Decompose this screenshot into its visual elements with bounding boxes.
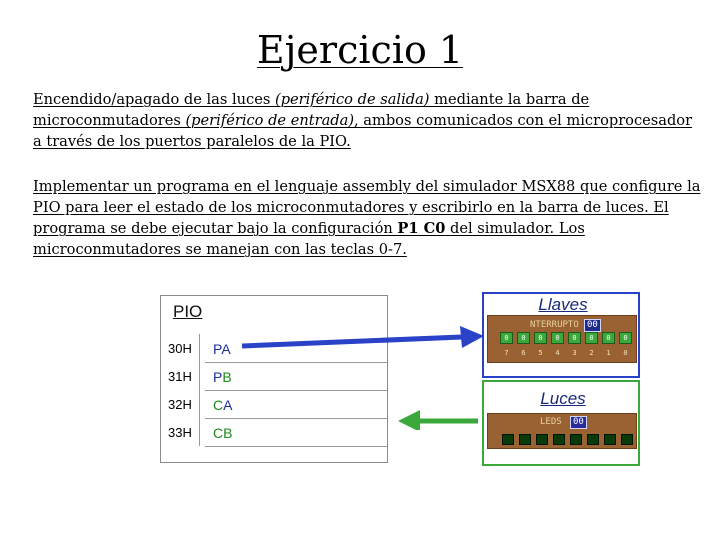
lights-panel [482,380,640,466]
data-flow-arrows [240,320,490,430]
lights-label: Luces [540,389,586,408]
switches-panel [482,292,640,378]
switch-number: 0 [623,349,628,357]
led-light [536,434,548,445]
switch-number: 4 [555,349,560,357]
output-arrow [398,410,478,430]
input-peripheral-note: (periférico de entrada) [185,112,355,129]
register-name: CB [213,425,233,441]
switch-bar-tag: NTERRUPTO [530,320,579,330]
switch-bar [487,315,637,363]
led-bar-tag: LEDS [540,417,562,427]
led-value-display: 00 [570,416,587,429]
register-name: PA [213,341,231,357]
register-address: 30H [168,341,192,356]
switch-toggle[interactable]: 0 [500,332,513,344]
description-paragraph: Encendido/apagado de las luces (periférico de salida) mediante la barra de microconmutadores (periférico de entrada), ambos comunicados con el microprocesador a través de los puertos paralelos de la PIO. [33,91,693,150]
register-address: 31H [168,369,192,384]
register-name: CA [213,397,233,413]
led-light [502,434,514,445]
switch-toggle[interactable]: 0 [602,332,615,344]
pio-title: PIO [173,302,203,321]
switch-number: 3 [572,349,577,357]
slide-title: Ejercicio 1 [256,28,464,72]
register-name: PB [213,369,232,385]
led-light [570,434,582,445]
led-light [587,434,599,445]
output-peripheral-note: (periférico de salida) [275,91,430,108]
switch-number: 1 [606,349,611,357]
input-arrow [242,326,484,348]
switch-toggle[interactable]: 0 [619,332,632,344]
register-address: 32H [168,397,192,412]
register-address: 33H [168,425,192,440]
switch-toggle[interactable]: 0 [534,332,547,344]
led-light [604,434,616,445]
led-light [621,434,633,445]
led-bar [487,413,637,449]
led-light [553,434,565,445]
switch-toggle[interactable]: 0 [551,332,564,344]
configuration-name: P1 C0 [397,220,446,237]
instructions-paragraph: Implementar un programa en el lenguaje assembly del simulador MSX88 que configure la PIO para leer el estado de los microconmutadores y escribirlo en la barra de luces. El programa se debe ejecutar bajo la configuración P1 C0 del simulador. Los microconmutadores se manejan con las teclas 0-7. [33,178,701,258]
switches-label: Llaves [538,295,588,314]
switch-number: 6 [521,349,526,357]
switch-toggle[interactable]: 0 [585,332,598,344]
switch-number: 5 [538,349,543,357]
led-light [519,434,531,445]
switch-number: 2 [589,349,594,357]
switch-number: 7 [504,349,509,357]
switch-value-display: 00 [584,319,601,332]
switch-toggle[interactable]: 0 [517,332,530,344]
switch-toggle[interactable]: 0 [568,332,581,344]
